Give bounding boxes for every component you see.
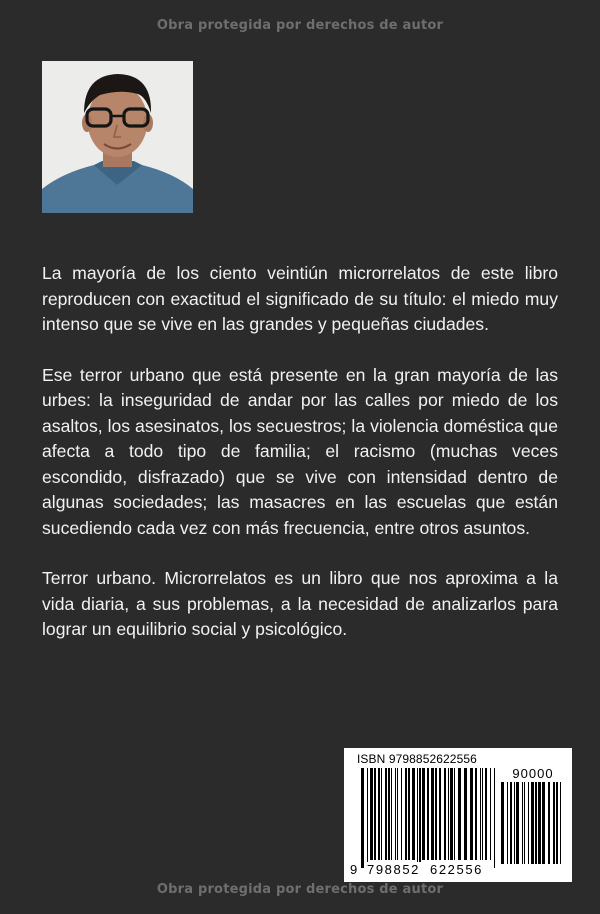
isbn-label: ISBN 9798852622556	[357, 752, 477, 766]
blurb-paragraph: Terror urbano. Microrrelatos es un libro que nos aproxima a la vida diaria, a sus problemas, a la necesidad de analizarlos para lograr un equilibrio social y psicológico.	[42, 568, 558, 639]
barcode-digit-first: 9	[350, 862, 358, 877]
barcode-digits-right: 622556	[430, 862, 483, 877]
price-code: 90000	[512, 766, 554, 781]
ean13-bars	[361, 768, 495, 868]
watermark-bottom: Obra protegida por derechos de autor	[156, 882, 444, 897]
watermark-top: Obra protegida por derechos de autor	[156, 18, 444, 33]
addon-bars	[501, 782, 561, 872]
blurb-paragraph: La mayoría de los ciento veintiún microrrelatos de este libro reproducen con exactitud el significado de su título: el miedo muy intenso que se vive en las grandes y pequeñas ciudades.	[42, 263, 558, 334]
back-cover-blurb	[42, 261, 558, 668]
author-portrait-image	[42, 61, 193, 213]
author-photo	[42, 61, 193, 213]
blurb-paragraph: Ese terror urbano que está presente en la gran mayoría de las urbes: la inseguridad de andar por las calles por miedo de los asaltos, los asesinatos, los secuestros; la violencia doméstica que afecta a todo tipo de familia; el racismo (muchas veces escondido, disfrazado) que se vive con intensidad dentro de algunas sociedades; las masacres en las escuelas que están sucediendo cada vez con más frecuencia, entre otros asuntos.	[42, 364, 558, 538]
isbn-barcode	[344, 748, 572, 882]
barcode-digits-left: 798852	[367, 862, 420, 877]
